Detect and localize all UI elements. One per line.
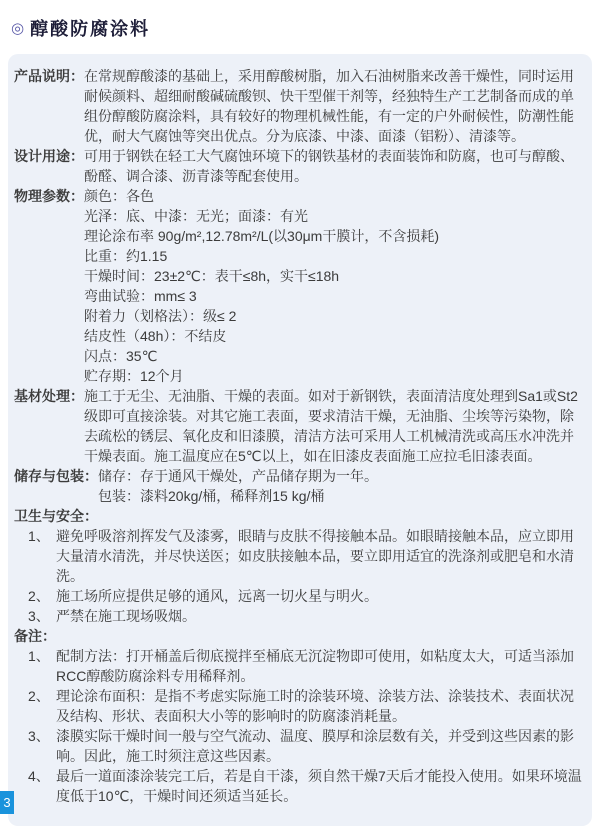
spec-text: 施工于无尘、无油脂、干燥的表面。如对于新钢铁，表面清洁度处理到Sa1或St2级即可直接涂装。对其它施工表面，要求清洁干燥，无油脂、尘埃等污染物，除去疏松的锈层、氧化皮和旧漆膜，清洁方法可采用人工机械清洗或高压水冲洗并干燥表面。施工温度应在5℃以上，如在旧漆皮表面施工应拉毛旧漆表面。 (84, 388, 578, 464)
spec-line-storage: 储存：存于通风干燥处，产品储存期为一年。 (98, 468, 378, 484)
datasheet-panel (8, 54, 592, 826)
note-item (14, 686, 583, 726)
safety-heading: 卫生与安全： (14, 508, 98, 524)
safety-item (14, 526, 583, 586)
safety-item (14, 606, 583, 626)
item-text: 最后一道面漆涂装完工后，若是自干漆，须自然干燥7天后才能投入使用。如果环境温度低于10℃，干燥时间还须适当延长。 (56, 768, 582, 804)
item-number: 2、 (28, 688, 50, 704)
item-number: 3、 (28, 608, 50, 624)
item-number: 4、 (28, 768, 50, 784)
spec-line-gloss: 光泽：底、中漆：无光；面漆：有光 (84, 208, 308, 224)
spec-label: 物理参数： (14, 188, 84, 204)
spec-label: 基材处理： (14, 388, 84, 404)
item-number: 3、 (28, 728, 50, 744)
item-number: 2、 (28, 588, 50, 604)
note-item (14, 766, 583, 806)
spec-line-skinning: 结皮性（48h）：不结皮 (84, 328, 227, 344)
spec-line-bend-test: 弯曲试验：mm≤ 3 (84, 288, 197, 304)
spec-line-density: 比重：约1.15 (84, 248, 168, 264)
item-text: 施工场所应提供足够的通风，远离一切火星与明火。 (56, 588, 378, 604)
item-text: 避免呼吸溶剂挥发气及漆雾，眼睛与皮肤不得接触本品。如眼睛接触本品，应立即用大量清水清洗，并尽快送医；如皮肤接触本品，要立即用适宜的洗涤剂或肥皂和水清洗。 (56, 528, 574, 584)
safety-list (14, 526, 583, 626)
spec-row-substrate-treatment (14, 386, 583, 466)
spec-text: 可用于钢铁在轻工大气腐蚀环境下的钢铁基材的表面装饰和防腐，也可与醇酸、酚醛、调合漆、沥青漆等配套使用。 (84, 148, 574, 184)
spec-line-color: 颜色：各色 (84, 188, 154, 204)
spec-line-flash-point: 闪点：35℃ (84, 348, 158, 364)
page-number-badge: 3 (0, 791, 14, 814)
item-number: 1、 (28, 528, 50, 544)
spec-line-shelf-life: 贮存期：12个月 (84, 368, 184, 384)
page-title: 醇酸防腐涂料 (30, 19, 151, 39)
spec-label: 储存与包装： (14, 468, 98, 484)
spec-text: 在常规醇酸漆的基础上，采用醇酸树脂，加入石油树脂来改善干燥性，同时运用耐候颜料、超细耐酸碱硫酸钡、快干型催干剂等，经独特生产工艺制备而成的单组份醇酸防腐涂料，具有较好的物理机械性能，有一定的户外耐候性，防潮性能优，耐大气腐蚀等突出优点。分为底漆、中漆、面漆（铝粉）、清漆等。 (84, 68, 574, 144)
spec-line-dry-time: 干燥时间：23±2℃：表干≤8h，实干≤18h (84, 268, 340, 284)
item-text: 漆膜实际干燥时间一般与空气流动、温度、膜厚和涂层数有关，并受到这些因素的影响。因此，施工时须注意这些因素。 (56, 728, 574, 764)
item-number: 1、 (28, 648, 50, 664)
spec-row-design-use (14, 146, 583, 186)
notes-list (14, 646, 583, 806)
spec-label: 产品说明： (14, 68, 84, 84)
note-item (14, 646, 583, 686)
spec-row-storage-packaging (14, 466, 583, 506)
item-text: 配制方法：打开桶盖后彻底搅拌至桶底无沉淀物即可使用，如粘度太大，可适当添加RCC醇酸防腐涂料专用稀释剂。 (56, 648, 574, 684)
spec-line-adhesion: 附着力（划格法）：级≤ 2 (84, 308, 237, 324)
item-text: 严禁在施工现场吸烟。 (56, 608, 196, 624)
notes-heading: 备注： (14, 628, 56, 644)
spec-line-coverage: 理论涂布率 90g/m²,12.78m²/L(以30μm干膜计，不含损耗) (84, 228, 440, 244)
safety-item (14, 586, 583, 606)
item-text: 理论涂布面积：是指不考虑实际施工时的涂装环境、涂装方法、涂装技术、表面状况及结构、形状、表面积大小等的影响时的防腐漆消耗量。 (56, 688, 574, 724)
bullseye-bullet-icon: ◎ (11, 19, 25, 37)
note-item (14, 726, 583, 766)
spec-row-physical-params (14, 186, 583, 386)
spec-row-product-description (14, 66, 583, 146)
spec-line-packaging: 包装：漆料20kg/桶，稀释剂15 kg/桶 (98, 488, 325, 504)
page-header (0, 0, 600, 41)
spec-label: 设计用途： (14, 148, 84, 164)
